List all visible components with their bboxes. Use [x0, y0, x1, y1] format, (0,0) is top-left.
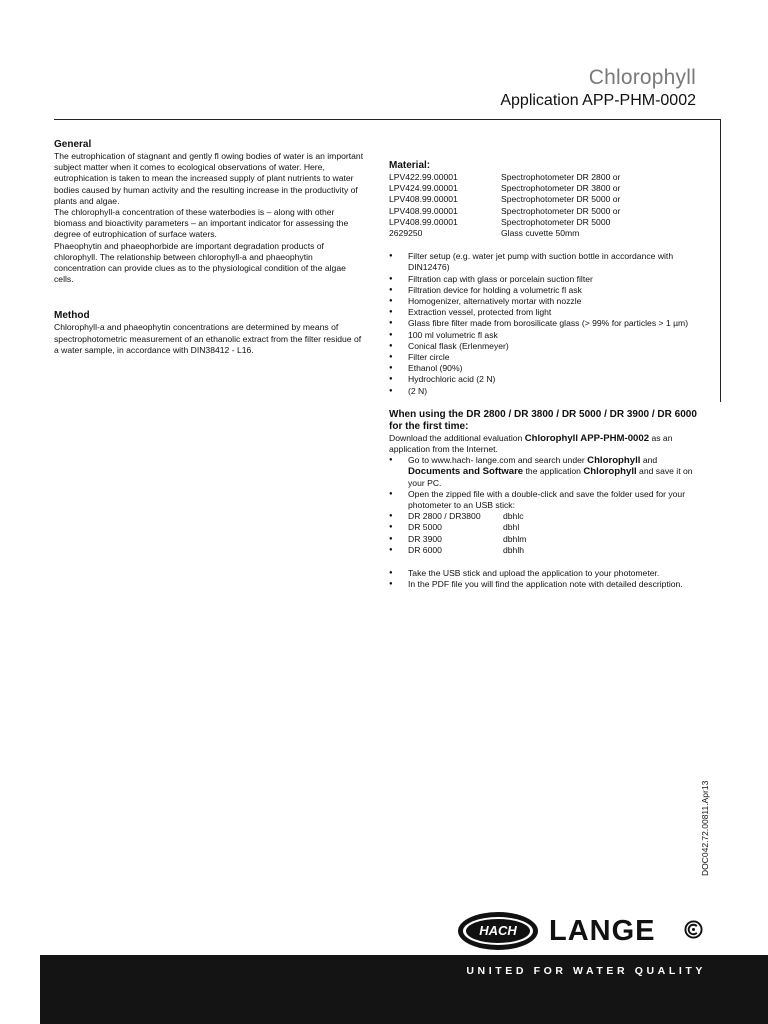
step-keyword: Chlorophyll [583, 466, 637, 478]
left-column [54, 139, 364, 356]
list-item: ● In the PDF file you will find the application note with detailed description. [389, 579, 709, 590]
list-item: ● Filtration cap with glass or porcelain suction filter [389, 274, 709, 285]
hach-logo-text: HACH [466, 919, 530, 943]
material-row [389, 228, 709, 239]
material-code: LPV408.99.00001 [389, 216, 458, 227]
device-folder: dbhlc [503, 511, 524, 522]
material-code: LPV408.99.00001 [389, 194, 458, 205]
general-heading: General [54, 139, 92, 150]
material-code: LPV422.99.00001 [389, 172, 458, 182]
list-item: ● 100 ml volumetric fl ask [389, 330, 709, 341]
hach-lange-logo [458, 908, 708, 954]
upload-steps-list [389, 568, 709, 590]
footer-tagline: UNITED FOR WATER QUALITY [466, 965, 706, 977]
list-item: ● Filter circle [389, 352, 709, 363]
footer-band [40, 955, 768, 1024]
material-code: LPV408.99.00001 [389, 205, 458, 216]
device-name: ● DR 6000 [408, 544, 442, 555]
side-divider [720, 119, 721, 402]
general-paragraph: The chlorophyll-a concentration of these waterbodies is – along with other biomass and bioactivity parameters – an important indicator for assessing the degree of eutrophication of surface waters. [54, 207, 349, 240]
lange-circle-mark-icon [684, 920, 703, 939]
material-row [389, 183, 709, 194]
steps-list [389, 455, 709, 556]
right-column [389, 160, 709, 591]
step-text: and save it on your PC. [408, 466, 693, 488]
general-paragraph: Phaeophytin and phaeophorbide are important degradation products of chlorophyll. The relationship between chlorophyll-a and phaeophytin concentration can provide clues as to the physiological condition of the algae cells. [54, 240, 346, 285]
material-row [389, 194, 709, 205]
list-item: ● Homogenizer, alternatively mortar with nozzle [389, 296, 709, 307]
device-name: ● DR 2800 / DR3800 [408, 511, 481, 522]
list-item: ● Filter setup (e.g. water jet pump with suction bottle in accordance with DIN12476) [389, 251, 709, 273]
list-item: ● Ethanol (90%) [389, 363, 709, 374]
device-folder: dbhl [503, 522, 520, 533]
material-list [389, 251, 709, 397]
intro-app-name: Chlorophyll APP-PHM-0002 [524, 432, 650, 444]
application-number: Application APP-PHM-0002 [500, 92, 696, 109]
list-item: ● Open the zipped file with a double-click and save the folder used for your photometer to an USB stick: [389, 489, 709, 511]
list-item [389, 522, 709, 533]
list-item [389, 511, 709, 522]
device-folder: dbhlm [503, 533, 527, 544]
material-heading: Material: [389, 160, 431, 171]
device-name: ● DR 3900 [408, 533, 442, 544]
material-desc: Spectrophotometer DR 5000 [501, 216, 611, 227]
material-desc: Spectrophotometer DR 5000 or [501, 194, 621, 205]
first-time-heading: When using the DR 2800 / DR 3800 / DR 5000 / DR 3900 / DR 6000 for the first time: [389, 408, 697, 432]
list-item: ● (2 N) [389, 386, 709, 397]
list-item: ● Take the USB stick and upload the application to your photometer. [389, 568, 709, 579]
list-item: ● Filtration device for holding a volumetric fl ask [389, 285, 709, 296]
material-row [389, 206, 709, 217]
list-item: ● Hydrochloric acid (2 N) [389, 374, 709, 385]
hach-logo-oval [458, 912, 538, 950]
material-code: LPV424.99.00001 [389, 183, 458, 194]
material-desc: Spectrophotometer DR 3800 or [501, 183, 621, 194]
material-table [389, 172, 709, 239]
material-row [389, 217, 709, 228]
general-paragraph: The eutrophication of stagnant and gently fl owing bodies of water is an important subject matter when it comes to ecological observations of water. Here, eutrophication is taken to mean the increased supply of plant nutrients to water bodies caused by human activity and the resulting increase in the productivity of plants and algae. [54, 151, 364, 206]
document-title: Chlorophyll [588, 66, 696, 89]
material-desc: Spectrophotometer DR 5000 or [501, 205, 621, 216]
device-folder: dbhlh [503, 544, 525, 555]
first-time-intro [389, 433, 709, 455]
header-divider [54, 119, 720, 120]
material-code: 2629250 [389, 228, 423, 239]
intro-text: as an application from the Internet. [389, 432, 673, 455]
material-desc: Glass cuvette 50mm [501, 228, 580, 239]
list-item [389, 545, 709, 556]
list-item [389, 455, 709, 489]
step-keyword: Documents and Software [408, 466, 524, 478]
list-item: ● Extraction vessel, protected from light [389, 307, 709, 318]
intro-text: Download the additional evaluation [389, 432, 525, 443]
material-desc: Spectrophotometer DR 2800 or [501, 172, 621, 182]
step-text: and [640, 455, 658, 466]
method-text: Chlorophyll-a and phaeophytin concentrations are determined by means of spectrophotometric measurement of an ethanolic extract from the filter residue of a water sample, in accordance with DIN38412 - L16. [54, 322, 362, 355]
list-item: ● Conical flask (Erlenmeyer) [389, 341, 709, 352]
method-heading: Method [54, 310, 90, 322]
lange-logo-text: LANGE [549, 915, 656, 947]
device-name: ● DR 5000 [408, 522, 442, 533]
step-text: the application [523, 466, 584, 477]
list-item: ● Glass fibre filter made from borosilicate glass (> 99% for particles > 1 µm) [389, 318, 709, 329]
document-number: DOC042.72.00811.Apr13 [700, 780, 710, 876]
step-text: Go to www.hach- lange.com and search under [408, 455, 588, 466]
step-keyword: Chlorophyll [587, 455, 641, 467]
material-row [389, 172, 709, 183]
list-item [389, 534, 709, 545]
